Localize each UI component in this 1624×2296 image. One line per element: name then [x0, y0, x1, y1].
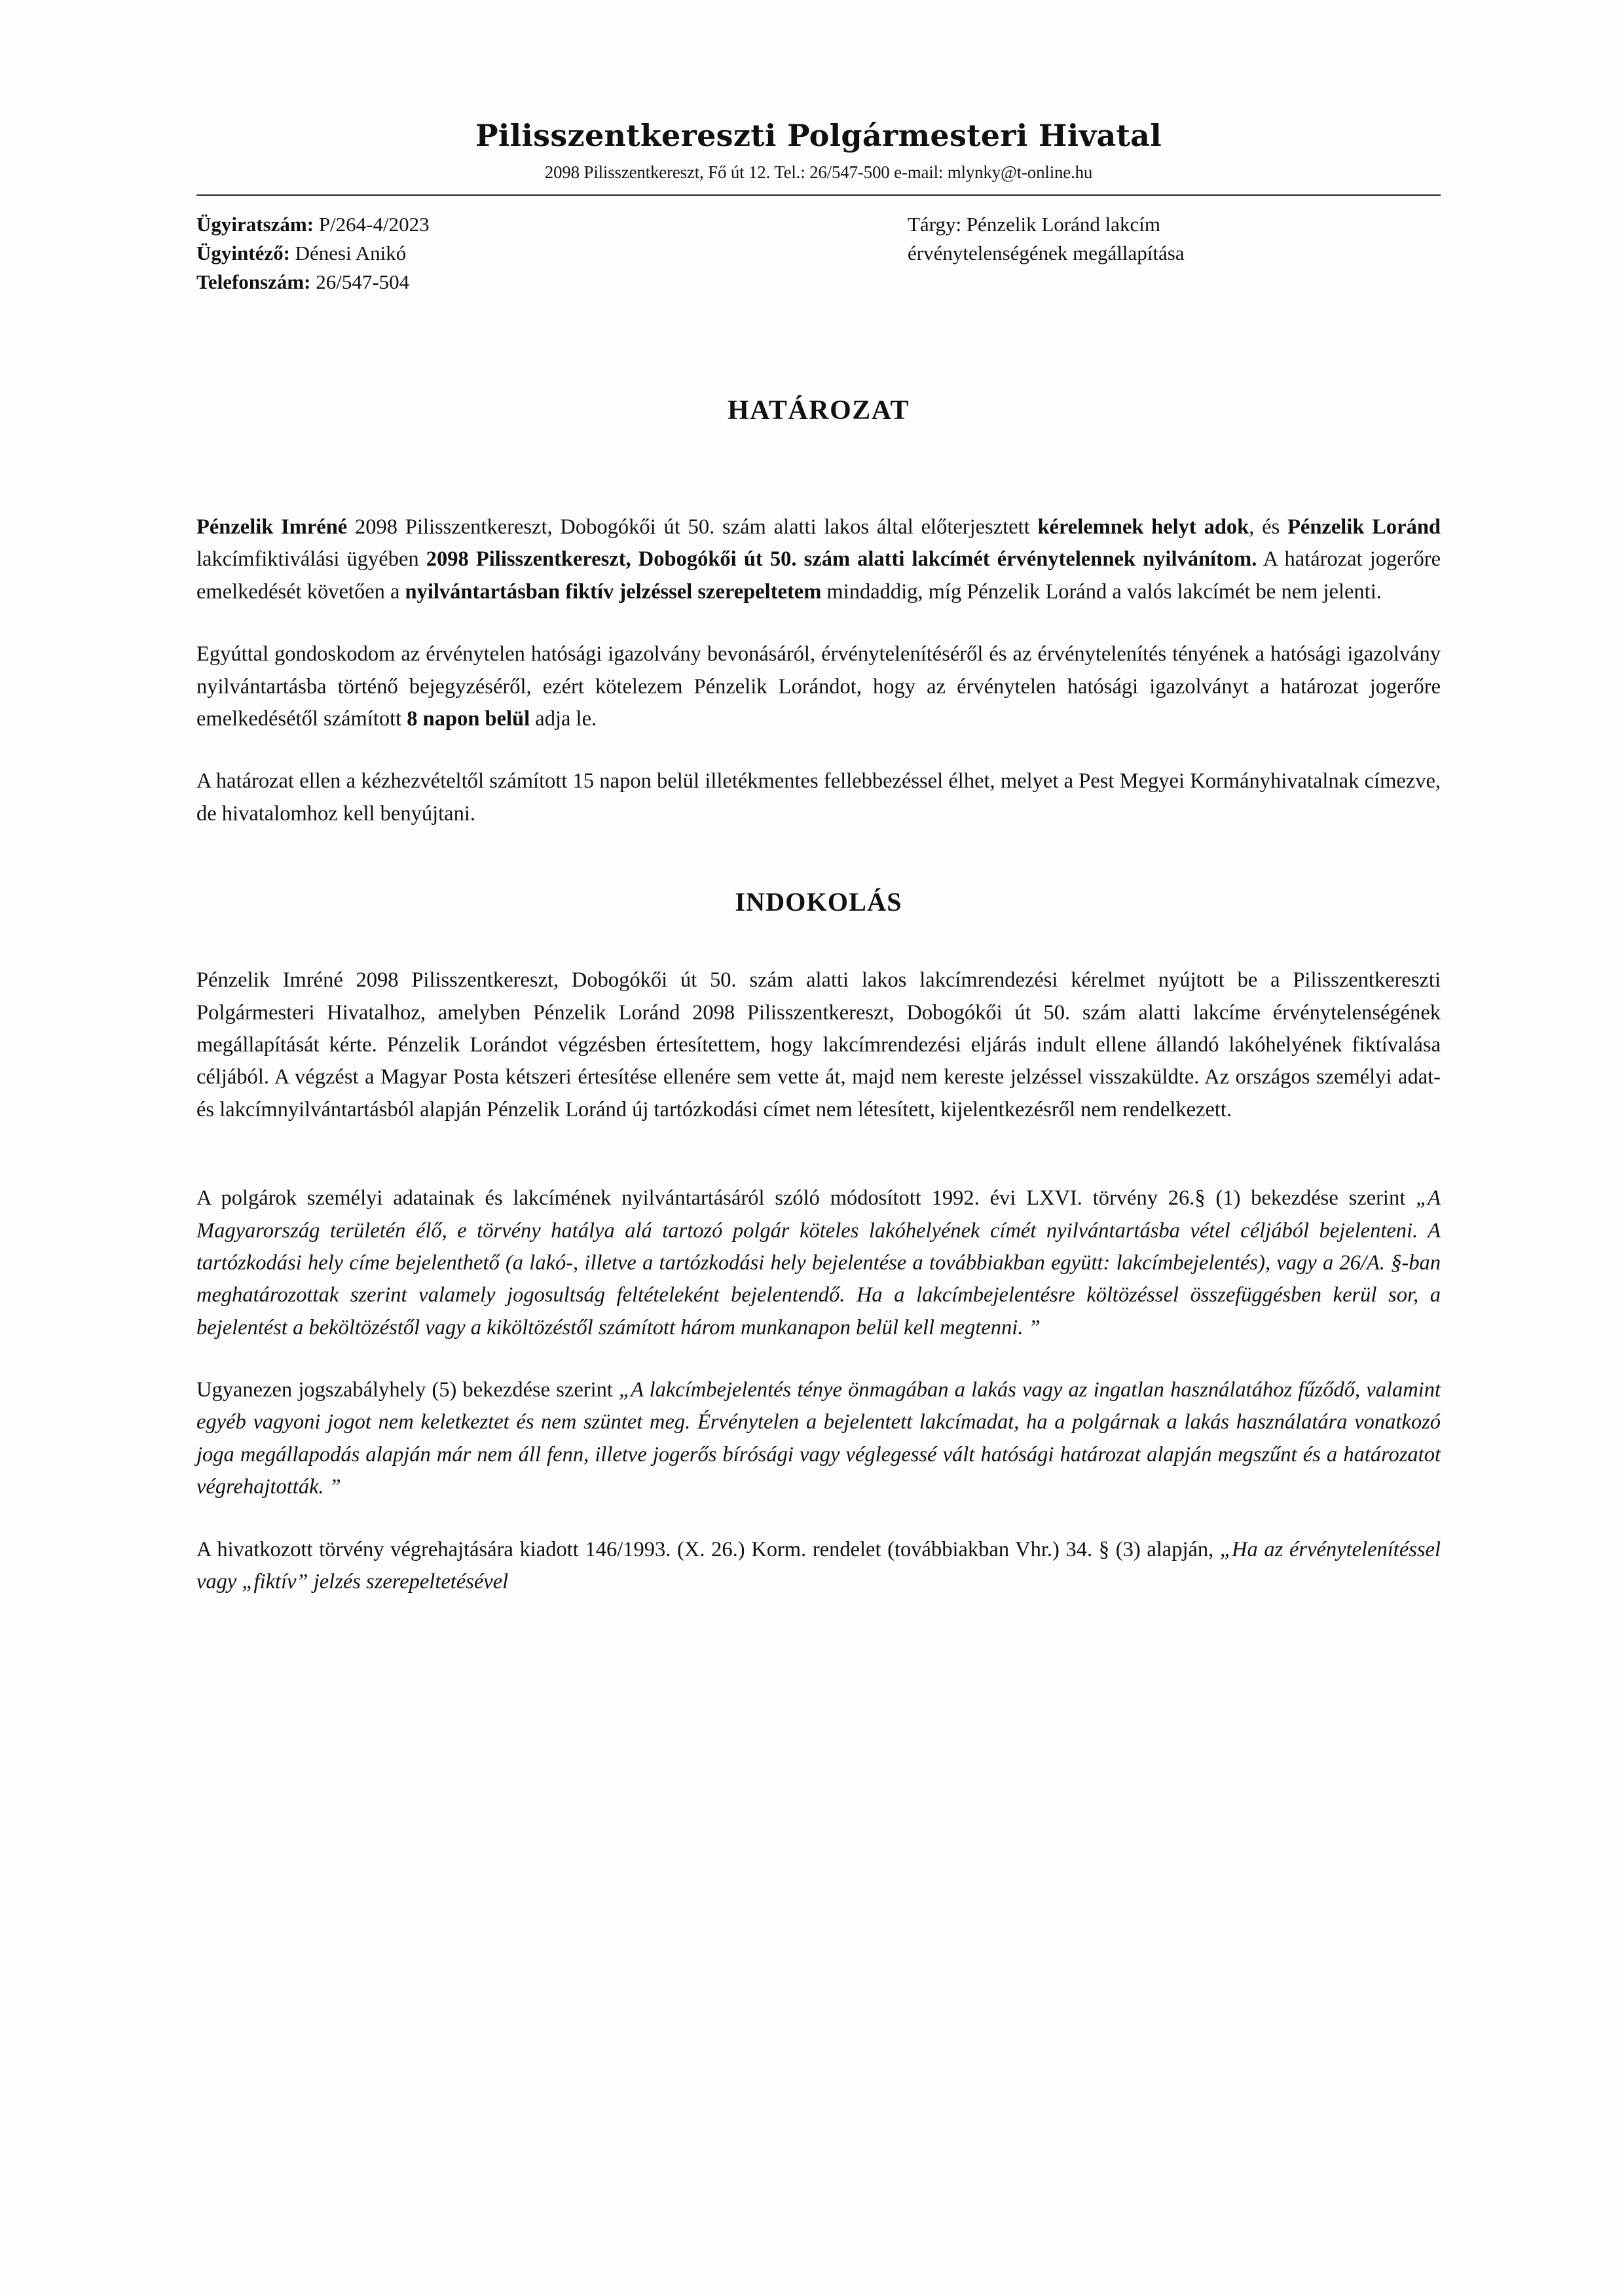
- case-number-value: P/264-4/2023: [318, 213, 430, 236]
- phone-value: 26/547-504: [316, 270, 410, 294]
- decision-p1-text-j: mindaddig, míg Pénzelik Loránd a valós lakcímét be nem jelenti.: [821, 579, 1382, 604]
- organization-title: Pilisszentkereszti Polgármesteri Hivatal: [475, 118, 1162, 153]
- decision-p1-bold-c: kérelemnek helyt adok: [1037, 515, 1249, 539]
- document-content: [196, 118, 1441, 1628]
- header-divider: [196, 194, 1441, 196]
- reasoning-p4-intro: A hivatkozott törvény végrehajtására kiadott 146/1993. (X. 26.) Korm. rendelet (továbbiakban Vhr.) 34. § (3) alapján,: [196, 1537, 1220, 1561]
- subject-line-2: érvénytelenségének megállapítása: [908, 242, 1185, 265]
- reasoning-p3-quote: „A lakcímbejelentés ténye önmagában a lakás vagy az ingatlan használatához fűződő, valamint egyéb vagyoni jogot nem keletkeztet és nem szüntet meg. Érvénytelen a bejelentett lakcímadat, ha a polgárnak a lakás használatára vonatkozó joga megállapodás alapján már nem áll fenn, illetve jogerős bírósági vagy véglegessé vált hatósági határozat alapján megszűnt és a határozatot végrehajtották. ”: [196, 1378, 1441, 1499]
- decision-subject-name: Pénzelik Loránd: [1287, 515, 1441, 539]
- decision-p1-text-f: lakcímfiktiválási ügyében: [196, 547, 426, 572]
- case-number-row: [196, 210, 794, 239]
- reasoning-p4-quote: „Ha az érvénytelenítéssel vagy „fiktív” jelzés szerepeltetésével: [196, 1537, 1441, 1594]
- clerk-value: Dénesi Anikó: [295, 242, 407, 265]
- decision-paragraph-1: [196, 511, 1441, 608]
- document-meta: [196, 210, 1441, 297]
- reasoning-p3-intro: Ugyanezen jogszabályhely (5) bekezdése szerint: [196, 1378, 619, 1402]
- decision-p1-text-h: A határozat jogerőre emelkedését követően a: [196, 547, 1441, 604]
- reasoning-title: INDOKOLÁS: [735, 887, 902, 917]
- decision-p1-bold-i: nyilvántartásban fiktív jelzéssel szerepeltetem: [405, 579, 822, 604]
- subject-line-1: Tárgy: Pénzelik Loránd lakcím: [908, 213, 1160, 236]
- reasoning-paragraph-3: [196, 1374, 1441, 1504]
- clerk-label: Ügyintéző:: [196, 242, 290, 265]
- decision-applicant-name: Pénzelik Imréné: [196, 515, 348, 539]
- organization-contact: 2098 Pilisszentkereszt, Fő út 12. Tel.: 26/547-500 e-mail: mlynky@t-online.hu: [544, 162, 1093, 182]
- letterhead: [196, 118, 1441, 183]
- reasoning-paragraph-4: [196, 1534, 1441, 1599]
- meta-left-block: [196, 210, 794, 297]
- case-number-label: Ügyiratszám:: [196, 213, 314, 236]
- clerk-row: [196, 239, 794, 268]
- reasoning-paragraph-1: Pénzelik Imréné 2098 Pilisszentkereszt, Dobogókői út 50. szám alatti lakos lakcímrendezési kérelmet nyújtott be a Pilisszentkereszti Polgármesteri Hivatalhoz, amelyben Pénzelik Loránd 2098 Pilisszentkereszt, Dobogókői út 50. szám alatti lakcíme érvénytelenségének megállapítását kérte. Pénzelik Lorándot végzésben értesítettem, hogy lakcímrendezési eljárás indult ellene állandó lakóhelyének fiktívalása céljából. A végzést a Magyar Posta kétszeri értesítése ellenére sem vette át, majd nem kereste jelzéssel visszaküldte. Az országos személyi adat- és lakcímnyilvántartásból alapján Pénzelik Loránd új tartózkodási címet nem létesített, kijelentkezésről nem rendelkezett.: [196, 968, 1441, 1121]
- meta-right-block: [868, 210, 1441, 268]
- phone-row: [196, 268, 794, 297]
- phone-label: Telefonszám:: [196, 270, 311, 294]
- decision-deadline: 8 napon belül: [407, 707, 530, 731]
- decision-p2-text-a: Egyúttal gondoskodom az érvénytelen hatósági igazolvány bevonásáról, érvénytelenítéséről és az érvénytelenítés tényének a hatósági igazolvány nyilvántartásba történő bejegyzéséről, ezért kötelezem Pénzelik Lorándot, hogy az érvénytelen hatósági igazolványt a határozat jogerőre emelkedésétől számított: [196, 642, 1441, 731]
- reasoning-p2-quote: „A Magyarország területén élő, e törvény hatálya alá tartozó polgár köteles lakóhelyének címét nyilvántartásba vétel céljából bejelenteni. A tartózkodási hely címe bejelenthető (a lakó-, illetve a tartózkodási hely bejelentése a továbbiakban együtt: lakcímbejelentés), vagy a 26/A. §-ban meghatározottak szerint valamely jogosultság feltételeként bejelentendő. Ha a lakcímbejelentésre költözéssel összefüggésben kerül sor, a bejelentést a beköltözéstől vagy a kiköltözéstől számított három munkanapon belül kell megtenni. ”: [196, 1186, 1441, 1339]
- reasoning-p2-intro: A polgárok személyi adatainak és lakcímének nyilvántartásáról szóló módosított 1992. évi LXVI. törvény 26.§ (1) bekezdése szerint: [196, 1186, 1416, 1211]
- reasoning-paragraph-2: [196, 1182, 1441, 1344]
- decision-paragraph-2: [196, 638, 1441, 735]
- page-title: HATÁROZAT: [728, 395, 910, 426]
- decision-p1-text-b: 2098 Pilisszentkereszt, Dobogókői út 50. szám alatti lakos által előterjesztett: [347, 515, 1038, 539]
- decision-p1-text-d: , és: [1249, 515, 1288, 539]
- decision-p1-bold-g: 2098 Pilisszentkereszt, Dobogókői út 50. szám alatti lakcímét érvénytelennek nyilvánítom.: [426, 547, 1257, 572]
- decision-p2-text-c: adja le.: [530, 707, 597, 731]
- decision-paragraph-3: A határozat ellen a kézhezvételtől számított 15 napon belül illetékmentes fellebbezéssel élhet, melyet a Pest Megyei Kormányhivatalnak címezve, de hivatalomhoz kell benyújtani.: [196, 769, 1441, 826]
